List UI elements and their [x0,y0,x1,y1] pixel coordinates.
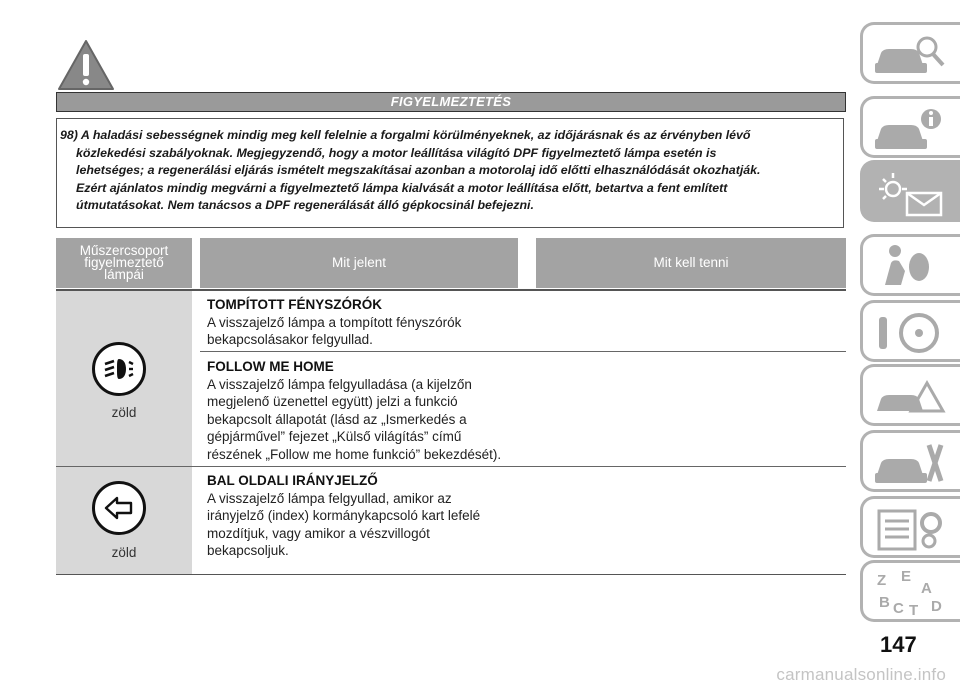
car-search-icon [871,29,951,81]
entry-line: irányjelző (index) kormánykapcsoló kart lefelé [207,508,481,524]
entry-line: részének „Follow me home funkció” bekezdését). [207,446,502,462]
entry-line: mozdítjuk, vagy amikor a vészvillogót [207,525,430,541]
airbag-seat-icon [871,241,951,293]
entry-title: FOLLOW ME HOME [207,359,334,374]
chapter-tab-specs[interactable] [860,496,960,558]
chapter-tab-car-search[interactable] [860,22,960,84]
warning-title: FIGYELMEZTETÉS [56,92,846,112]
warning-light-message-icon [871,167,951,219]
left-turn-signal-icon [92,481,146,535]
index-letter: E [901,568,912,585]
index-letter: Z [877,572,887,589]
entry-line: A visszajelző lámpa a tompított fényszórók [207,315,462,330]
index-letter: B [879,594,890,611]
warning-text [60,127,840,215]
entry-line: bekapcsoljuk. [207,543,289,559]
entry-body [207,314,537,349]
warning-line: 98) A haladási sebességnek mindig meg kell felelnie a forgalmi körülményeknek, az időjárásnak és az érvényben lévő [60,128,751,142]
header-line: lámpái [104,267,144,282]
car-emergency-icon [871,371,951,423]
warning-line: útmutatásokat. Nem tanácsos a DPF regenerálását álló gépkocsinál befejezni. [76,198,534,213]
entry-line: bekapcsolt állapotát (lásd az „Ismerkedés a [207,411,467,427]
warning-line: közlekedési szabályoknak. Megjegyzendő, hogy a motor leállítása világító DPF figyelmeztető lámpa esetén is [76,145,717,160]
car-info-icon [871,103,951,155]
entry-title: BAL OLDALI IRÁNYJELZŐ [207,473,378,488]
watermark: carmanualsonline.info [776,665,946,684]
index-letter: T [909,602,919,619]
row-divider [200,351,846,352]
chapter-tab-index[interactable] [860,560,960,622]
low-beam-headlight-icon [92,342,146,396]
chapter-tab-car-info[interactable] [860,96,960,158]
header-line: Műszercsoport [79,243,169,258]
chapter-tab-service[interactable] [860,430,960,492]
column-header-lamps [56,238,192,288]
index-letter: D [931,598,942,615]
entry-line: A visszajelző lámpa felgyulladása (a kijelzőn [207,377,472,392]
lamp-color-label: zöld [111,405,137,420]
specs-gear-icon [871,503,951,555]
steering-wheel-key-icon [871,307,951,359]
alphabet-index-icon [871,567,951,619]
warning-triangle-icon [56,38,116,92]
lamp-color-label: zöld [111,545,137,560]
page-number: 147 [880,632,917,657]
entry-body [207,490,537,560]
entry-line: bekapcsolásakor felgyullad. [207,332,373,348]
entry-line: gépjárművel” fejezet „Külső világítás” című [207,429,462,445]
index-letter: C [893,600,904,617]
car-service-icon [871,437,951,489]
warning-line: Ezért ajánlatos mindig megvárni a figyelmeztető lámpa kialvását a motor leállítása előtt, betartva a fent említett [76,180,728,195]
index-letter: A [921,580,932,597]
warning-line: lehetséges; a regenerálási eljárás ismételt megszakításai azonban a motorolaj idő előtti elhasználódását okozhatják. [76,163,761,178]
chapter-tab-safety[interactable] [860,234,960,296]
entry-line: megjelenő üzenettel együtt) jelzi a funkció [207,394,458,410]
chapter-tab-emergency[interactable] [860,364,960,426]
chapter-tab-warning-lights[interactable] [860,160,960,222]
entry-title: TOMPÍTOTT FÉNYSZÓRÓK [207,297,383,312]
column-header-action: Mit kell tenni [536,238,846,288]
table-bottom-rule [56,574,846,575]
header-line: figyelmeztető [84,255,164,270]
chapter-tab-starting[interactable] [860,300,960,362]
entry-line: A visszajelző lámpa felgyullad, amikor az [207,491,452,506]
column-header-meaning: Mit jelent [200,238,518,288]
entry-body [207,376,537,463]
